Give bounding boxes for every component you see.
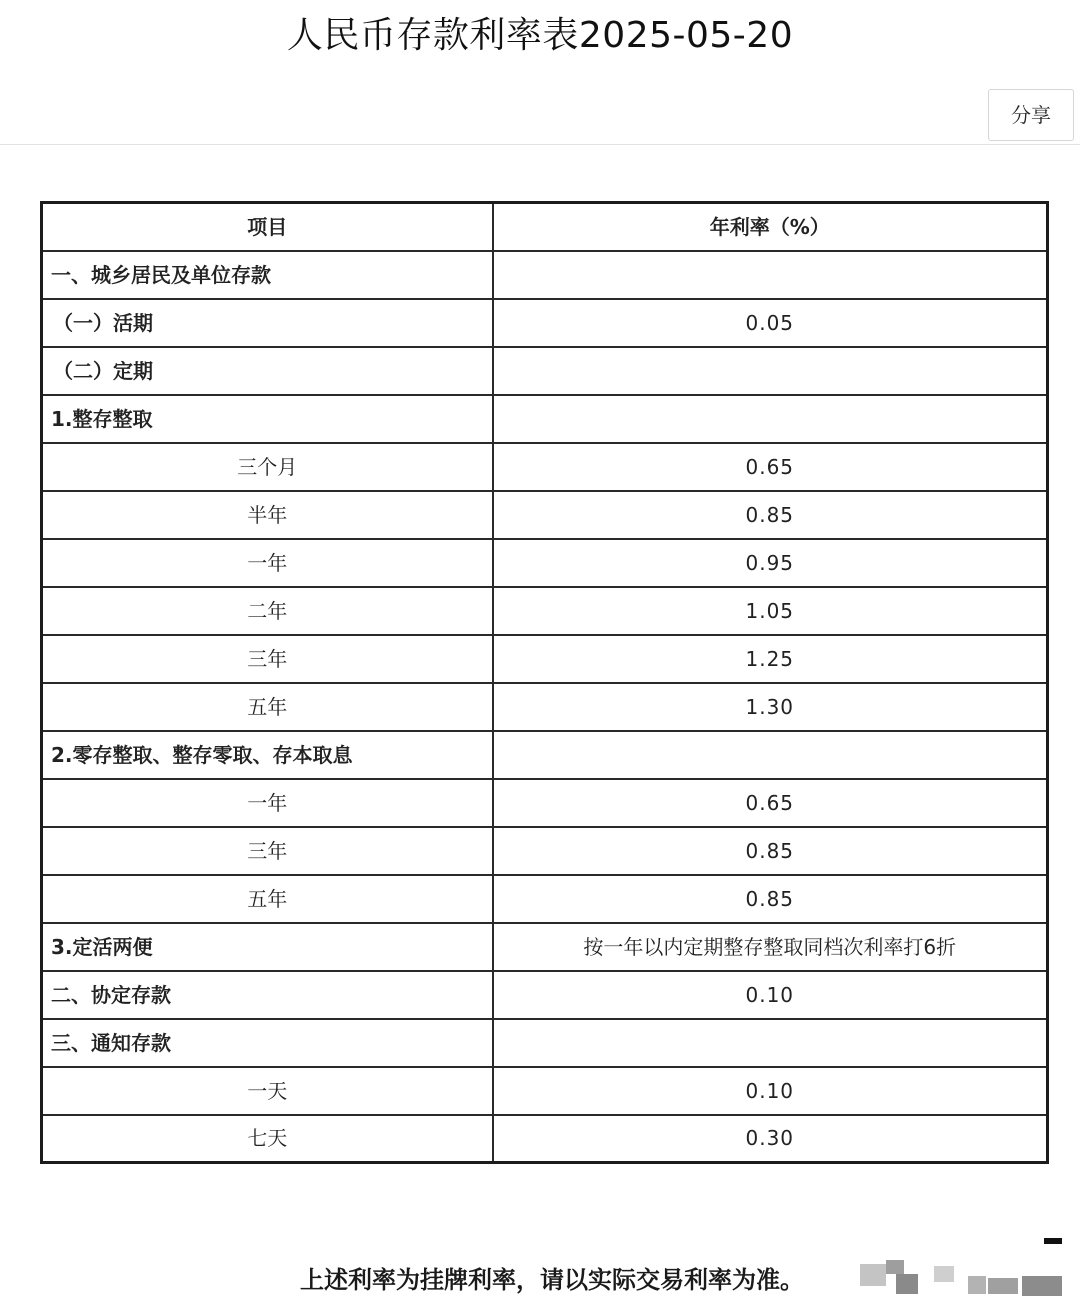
- table-row: [42, 587, 1048, 635]
- row-item-label: 一、城乡居民及单位存款: [42, 251, 493, 299]
- row-rate-value: 0.85: [493, 827, 1048, 875]
- row-rate-value: 0.95: [493, 539, 1048, 587]
- row-rate-value: 按一年以内定期整存整取同档次利率打6折: [493, 923, 1048, 971]
- table-row: [42, 683, 1048, 731]
- row-item-label: 三、通知存款: [42, 1019, 493, 1067]
- rate-disclaimer: 上述利率为挂牌利率，请以实际交易利率为准。: [300, 1266, 804, 1294]
- row-item-label: 五年: [42, 683, 493, 731]
- row-item-label: 3.定活两便: [42, 923, 493, 971]
- row-rate-value: 0.10: [493, 1067, 1048, 1115]
- row-rate-value: 0.30: [493, 1115, 1048, 1163]
- row-item-label: 二年: [42, 587, 493, 635]
- row-item-label: 三年: [42, 635, 493, 683]
- row-rate-value: [493, 251, 1048, 299]
- blurred-watermark: [856, 1258, 1066, 1298]
- table-row: [42, 779, 1048, 827]
- table-row: [42, 1067, 1048, 1115]
- row-rate-value: 0.65: [493, 443, 1048, 491]
- row-rate-value: 1.25: [493, 635, 1048, 683]
- row-item-label: 一年: [42, 539, 493, 587]
- row-item-label: 三年: [42, 827, 493, 875]
- table-row: [42, 299, 1048, 347]
- row-item-label: 五年: [42, 875, 493, 923]
- row-item-label: （二）定期: [42, 347, 493, 395]
- table-row: [42, 971, 1048, 1019]
- row-item-label: 1.整存整取: [42, 395, 493, 443]
- row-item-label: 2.零存整取、整存零取、存本取息: [42, 731, 493, 779]
- row-rate-value: 0.10: [493, 971, 1048, 1019]
- table-row: [42, 251, 1048, 299]
- table-row: [42, 539, 1048, 587]
- table-row: [42, 1019, 1048, 1067]
- table-row: [42, 635, 1048, 683]
- row-rate-value: 0.65: [493, 779, 1048, 827]
- table-row: [42, 347, 1048, 395]
- table-row: [42, 875, 1048, 923]
- row-item-label: 半年: [42, 491, 493, 539]
- row-rate-value: 0.05: [493, 299, 1048, 347]
- column-header-rate: 年利率（%）: [493, 203, 1048, 251]
- row-rate-value: 0.85: [493, 875, 1048, 923]
- table-header-row: [42, 203, 1048, 251]
- row-rate-value: 1.05: [493, 587, 1048, 635]
- header-divider: [0, 144, 1080, 145]
- table-row: [42, 491, 1048, 539]
- row-item-label: 一天: [42, 1067, 493, 1115]
- row-item-label: 七天: [42, 1115, 493, 1163]
- column-header-item: 项目: [42, 203, 493, 251]
- row-rate-value: [493, 347, 1048, 395]
- row-item-label: 三个月: [42, 443, 493, 491]
- row-rate-value: [493, 731, 1048, 779]
- row-item-label: 二、协定存款: [42, 971, 493, 1019]
- row-rate-value: [493, 395, 1048, 443]
- table-row: [42, 395, 1048, 443]
- row-item-label: （一）活期: [42, 299, 493, 347]
- table-row: [42, 923, 1048, 971]
- share-button[interactable]: 分享: [988, 89, 1074, 141]
- row-rate-value: 0.85: [493, 491, 1048, 539]
- table-row: [42, 1115, 1048, 1163]
- row-rate-value: 1.30: [493, 683, 1048, 731]
- table-row: [42, 827, 1048, 875]
- row-rate-value: [493, 1019, 1048, 1067]
- corner-mark: [1044, 1238, 1062, 1244]
- row-item-label: 一年: [42, 779, 493, 827]
- deposit-rate-table: [40, 201, 1049, 1164]
- table-row: [42, 731, 1048, 779]
- table-row: [42, 443, 1048, 491]
- page-title: 人民币存款利率表2025-05-20: [286, 15, 794, 56]
